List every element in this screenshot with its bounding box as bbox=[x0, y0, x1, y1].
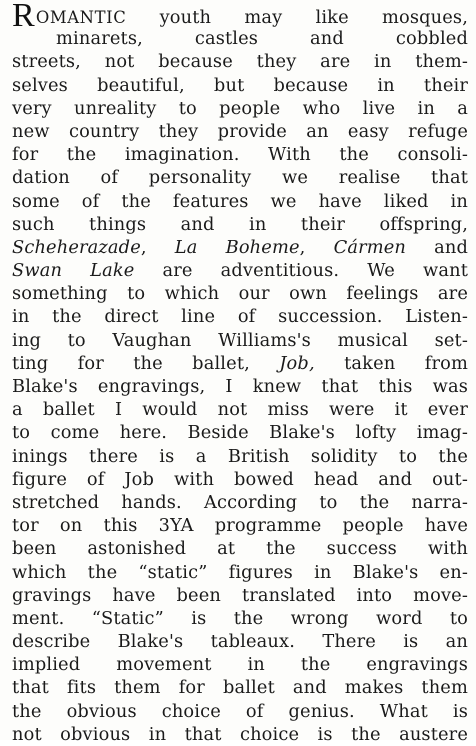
text-line bbox=[12, 537, 468, 560]
text-run: been astonished at the success with bbox=[12, 538, 468, 560]
text-run: not obvious in that choice is the austere bbox=[12, 723, 468, 745]
text-run: describe Blake's tableaux. There is an bbox=[12, 631, 468, 653]
text-run: for the imagination. With the consoli- bbox=[12, 144, 468, 166]
text-run: that fits them for ballet and makes them bbox=[12, 677, 468, 699]
italic-title: Job, bbox=[279, 352, 315, 374]
text-line bbox=[12, 468, 468, 491]
text-run: minarets, castles and cobbled bbox=[56, 28, 468, 50]
text-run: , bbox=[140, 236, 175, 258]
text-run: ment. “Static” is the wrong word to bbox=[12, 607, 468, 629]
text-run: the obvious choice of genius. What is bbox=[12, 700, 468, 722]
text-run: a ballet I would not miss were it ever bbox=[12, 399, 468, 421]
text-line bbox=[12, 97, 468, 120]
text-line bbox=[12, 213, 468, 236]
text-line bbox=[12, 74, 468, 97]
drop-cap: R bbox=[12, 0, 35, 34]
text-run: selves beautiful, but because in their bbox=[12, 74, 468, 96]
text-line bbox=[12, 398, 468, 421]
text-run: ting for the ballet, bbox=[12, 352, 280, 374]
text-line bbox=[12, 0, 468, 34]
text-line bbox=[12, 166, 468, 189]
text-line bbox=[12, 375, 468, 398]
text-run: which the “static” figures in Blake's en- bbox=[12, 561, 468, 583]
text-line bbox=[12, 700, 468, 723]
text-run: new country they provide an easy refuge bbox=[12, 120, 468, 142]
text-run: very unreality to people who live in a bbox=[12, 97, 468, 119]
text-run: streets, not because they are in them- bbox=[12, 51, 468, 73]
text-run: youth may like mosques, bbox=[126, 7, 468, 28]
text-run: implied movement in the engravings bbox=[12, 654, 468, 676]
text-line bbox=[12, 190, 468, 213]
text-line bbox=[12, 676, 468, 699]
text-run: tor on this 3YA programme people have bbox=[12, 515, 468, 537]
text-line bbox=[12, 259, 468, 282]
opening-word: OMANTIC bbox=[35, 8, 127, 27]
text-line bbox=[12, 282, 468, 305]
text-run: stretched hands. According to the narra- bbox=[12, 491, 468, 513]
text-line bbox=[12, 27, 468, 50]
text-run: something to which our own feelings are bbox=[12, 283, 468, 305]
italic-title: La Boheme bbox=[174, 236, 300, 258]
text-line bbox=[12, 305, 468, 328]
italic-title: Cármen bbox=[333, 236, 407, 258]
text-run: figure of Job with bowed head and out- bbox=[12, 468, 468, 490]
text-run: such things and in their offspring, bbox=[12, 213, 468, 235]
text-line bbox=[12, 491, 468, 514]
text-run: are adventitious. We want bbox=[134, 260, 468, 282]
text-run: and bbox=[406, 236, 469, 258]
text-run: Blake's engravings, I knew that this was bbox=[12, 376, 468, 397]
text-line bbox=[12, 352, 468, 375]
text-line bbox=[12, 584, 468, 607]
italic-title: Scheherazade bbox=[12, 236, 141, 258]
text-run: taken from bbox=[314, 352, 468, 374]
text-line bbox=[12, 329, 468, 352]
text-run: some of the features we have liked in bbox=[12, 190, 468, 212]
text-line bbox=[12, 607, 468, 630]
text-line bbox=[12, 50, 468, 73]
text-run: in the direct line of succession. Listen- bbox=[12, 306, 468, 328]
text-line bbox=[12, 723, 468, 746]
italic-title: Swan Lake bbox=[12, 260, 135, 282]
text-run: to come here. Beside Blake's lofty imag- bbox=[12, 422, 468, 444]
text-line bbox=[12, 120, 468, 143]
text-run: gravings have been translated into move- bbox=[12, 584, 468, 606]
text-line bbox=[12, 236, 468, 259]
article-body bbox=[12, 0, 469, 746]
text-line bbox=[12, 445, 468, 468]
text-line bbox=[12, 561, 468, 584]
text-line bbox=[12, 653, 468, 676]
text-run: inings there is a British solidity to the bbox=[12, 445, 468, 467]
text-line bbox=[12, 421, 468, 444]
text-run: , bbox=[299, 236, 334, 258]
text-run: ing to Vaughan Williams's musical set- bbox=[12, 329, 468, 351]
text-line bbox=[12, 630, 468, 653]
text-line bbox=[12, 514, 468, 537]
text-line bbox=[12, 143, 468, 166]
text-run: dation of personality we realise that bbox=[12, 167, 468, 189]
